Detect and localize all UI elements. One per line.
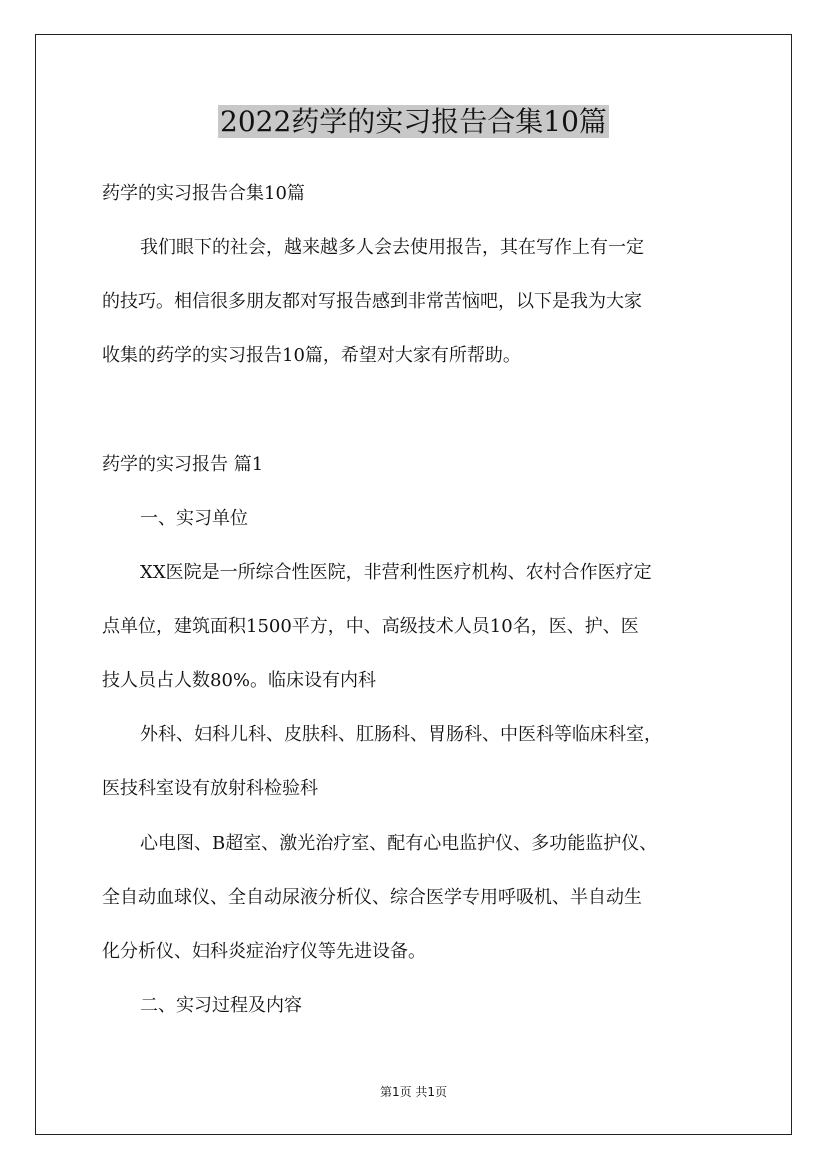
para3-line-1: 心电图、B超室、激光治疗室、配有心电监护仪、多功能监护仪、 <box>140 833 658 854</box>
document-title-text: 2022药学的实习报告合集10篇 <box>220 105 607 138</box>
para2-line-2: 医技科室设有放射科检验科 <box>102 778 318 799</box>
para2-line-1: 外科、妇科儿科、皮肤科、肛肠科、胃肠科、中医科等临床科室， <box>140 724 662 745</box>
intro-line-2: 的技巧。相信很多朋友都对写报告感到非常苦恼吧，以下是我为大家 <box>102 291 642 312</box>
intro-line-1: 我们眼下的社会，越来越多人会去使用报告，其在写作上有一定 <box>140 237 644 258</box>
page-footer: 第1页 共1页 <box>379 1085 448 1099</box>
para3-line-2: 全自动血球仪、全自动尿液分析仪、综合医学专用呼吸机、半自动生 <box>102 887 642 908</box>
section-heading: 药学的实习报告 篇1 <box>102 454 264 475</box>
intro-line-3: 收集的药学的实习报告10篇，希望对大家有所帮助。 <box>102 345 521 366</box>
para1-line-2: 点单位，建筑面积1500平方，中、高级技术人员10名，医、护、医 <box>102 616 639 637</box>
para1-line-3: 技人员占人数80%。临床设有内科 <box>102 670 377 691</box>
para3-line-3: 化分析仪、妇科炎症治疗仪等先进设备。 <box>102 941 426 962</box>
part2-heading: 二、实习过程及内容 <box>140 995 302 1016</box>
part1-heading: 一、实习单位 <box>140 508 248 529</box>
document-subtitle: 药学的实习报告合集10篇 <box>102 183 305 204</box>
para1-line-1: XX医院是一所综合性医院，非营利性医疗机构、农村合作医疗定 <box>140 562 652 583</box>
document-title <box>0 100 827 144</box>
